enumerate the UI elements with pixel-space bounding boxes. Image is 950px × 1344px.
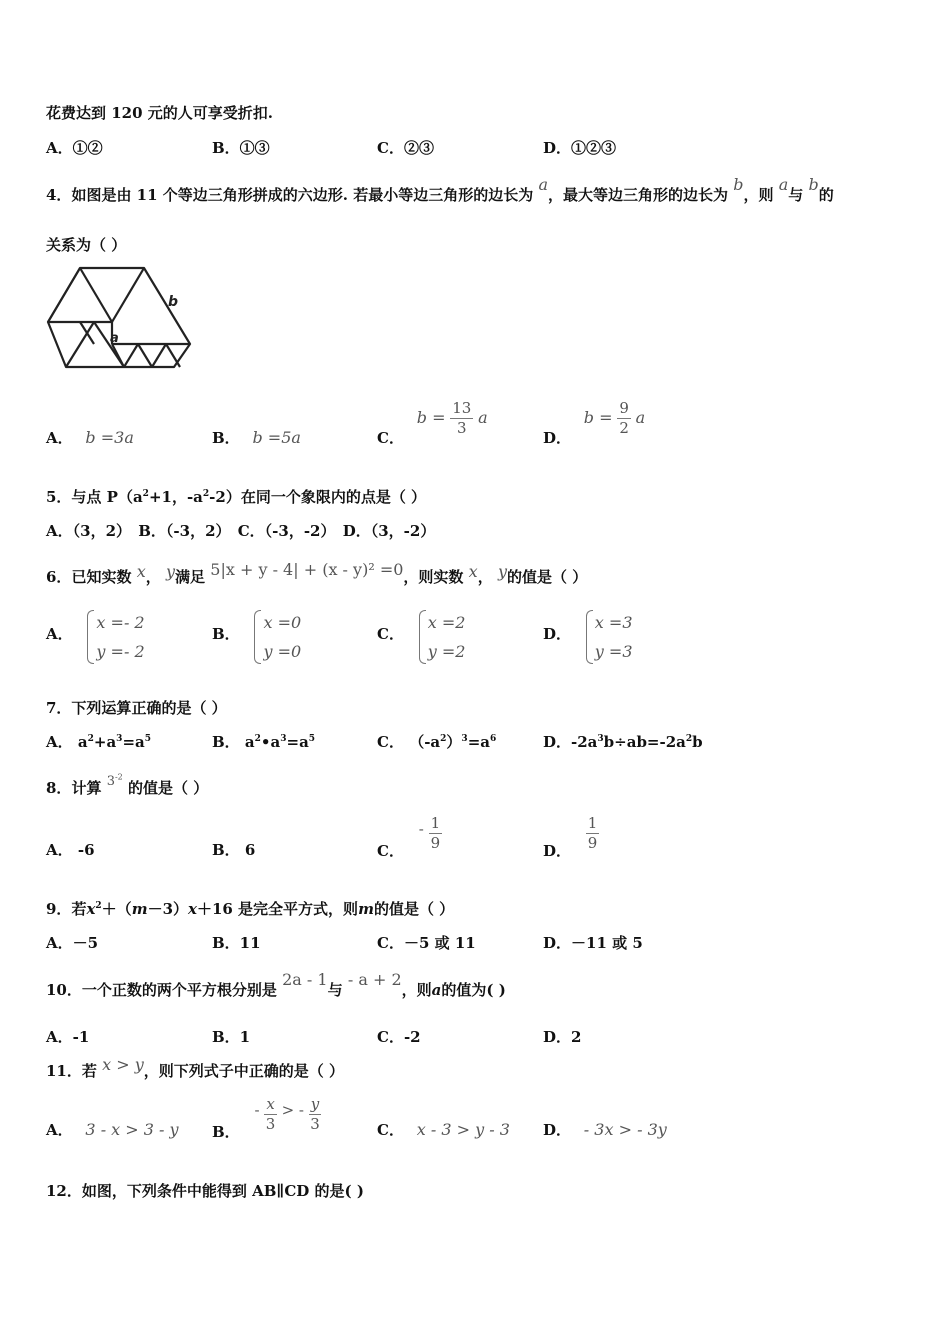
q9-option-b[interactable]: B．11 [212,934,261,952]
q6-equation: 5|x + y - 4| + (x - y)² =0 [210,560,404,579]
q9-option-d[interactable]: D．－11 或 5 [543,934,643,952]
intro-line: 花费达到 120 元的人可享受折扣. [46,104,273,122]
q3-option-a[interactable]: A．①② [46,139,103,157]
q12-stem: 12．如图，下列条件中能得到 AB∥CD 的是( ) [46,1182,364,1200]
q4-stem-line2: 关系为（ ） [46,236,127,254]
q8-option-d[interactable]: D． $\frac{1}{9}$ [543,814,598,860]
q7-option-a[interactable]: A． $a^2+a^3=a^5$ [46,733,151,751]
q9-option-a[interactable]: A．－5 [46,934,99,952]
q3-option-d[interactable]: D．①②③ [543,139,617,157]
q4-option-b[interactable]: B． b =5a [212,428,301,447]
hexagon-figure [44,262,194,374]
q8-option-a[interactable]: A． -6 [46,841,95,859]
q6-option-a[interactable]: A． x =- 2 y =- 2 [46,608,145,666]
q8-stem: 8．计算 $3^{-2}$ 的值是（ ） [46,772,209,797]
q3-option-c[interactable]: C．②③ [377,139,434,157]
q7-option-d[interactable]: D．$-2a^3b\div ab=-2a^2b$ [543,733,703,751]
q4-number: 4． [46,186,72,204]
q8-option-c[interactable]: C． - $\frac{1}{9}$ [377,814,441,860]
q8-option-b[interactable]: B． 6 [212,841,256,859]
q6-option-d[interactable]: D． x =3 y =3 [543,608,633,666]
q10-option-c[interactable]: C．-2 [377,1028,421,1046]
q7-option-c[interactable]: C． $(-a^2)^3=a^6$ [377,733,497,751]
q11-option-b[interactable]: B． - $\frac{x}{3}$ > - $\frac{y}{3}$ [212,1095,320,1141]
q5-stem: 5．与点 $P(a^2+1$，$-a^2-2$）在同一个象限内的点是（ ） [46,488,427,506]
q8-expression: $3^{-2}$ [106,772,123,789]
q6-option-c[interactable]: C． x =2 y =2 [377,608,465,666]
q10-option-a[interactable]: A．-1 [46,1028,90,1046]
q11-stem: 11．若 x > y，则下列式子中正确的是（ ） [46,1055,344,1080]
fig-label-a: a [110,331,119,346]
q4-stem: 4．如图是由 11 个等边三角形拼成的六边形. 若最小等边三角形的边长为 a，最大等边三角形的边长为 b，则 a与 b的 [46,175,834,204]
q10-stem: 10．一个正数的两个平方根分别是 2a - 1与 - a + 2，则a的值为( ) [46,970,506,999]
q6-option-b[interactable]: B． x =0 y =0 [212,608,301,666]
q10-option-b[interactable]: B．1 [212,1028,251,1046]
q3-option-b[interactable]: B．①③ [212,139,270,157]
q7-option-b[interactable]: B． $a^2•a^3=a^5$ [212,733,316,751]
q9-stem: 9．若$x^2+(m-3)x+16$ 是完全平方式，则m的值是（ ） [46,900,455,918]
q10-option-d[interactable]: D．2 [543,1028,582,1046]
q9-option-c[interactable]: C．－5 或 11 [377,934,476,952]
q11-option-c[interactable]: C． x - 3 > y - 3 [377,1120,510,1139]
fig-label-b: b [168,294,179,310]
q4-option-a[interactable]: A． b =3a [46,428,134,447]
q7-stem: 7．下列运算正确的是（ ） [46,699,227,717]
q6-stem: 6．已知实数 x， y满足 5|x + y - 4| + (x - y)² =0，则实数 x， y的值是（ ） [46,560,588,586]
q4-option-c[interactable]: C． b = $\frac{13}{3}$ a [377,399,488,447]
q4-option-d[interactable]: D． b = $\frac{9}{2}$ a [543,399,646,447]
q5-options[interactable]: A．（3，2） B．（-3，2） C．（-3，-2） D．（3，-2） [46,522,436,540]
q11-option-a[interactable]: A． 3 - x > 3 - y [46,1120,179,1139]
q11-option-d[interactable]: D． - 3x > - 3y [543,1120,667,1139]
